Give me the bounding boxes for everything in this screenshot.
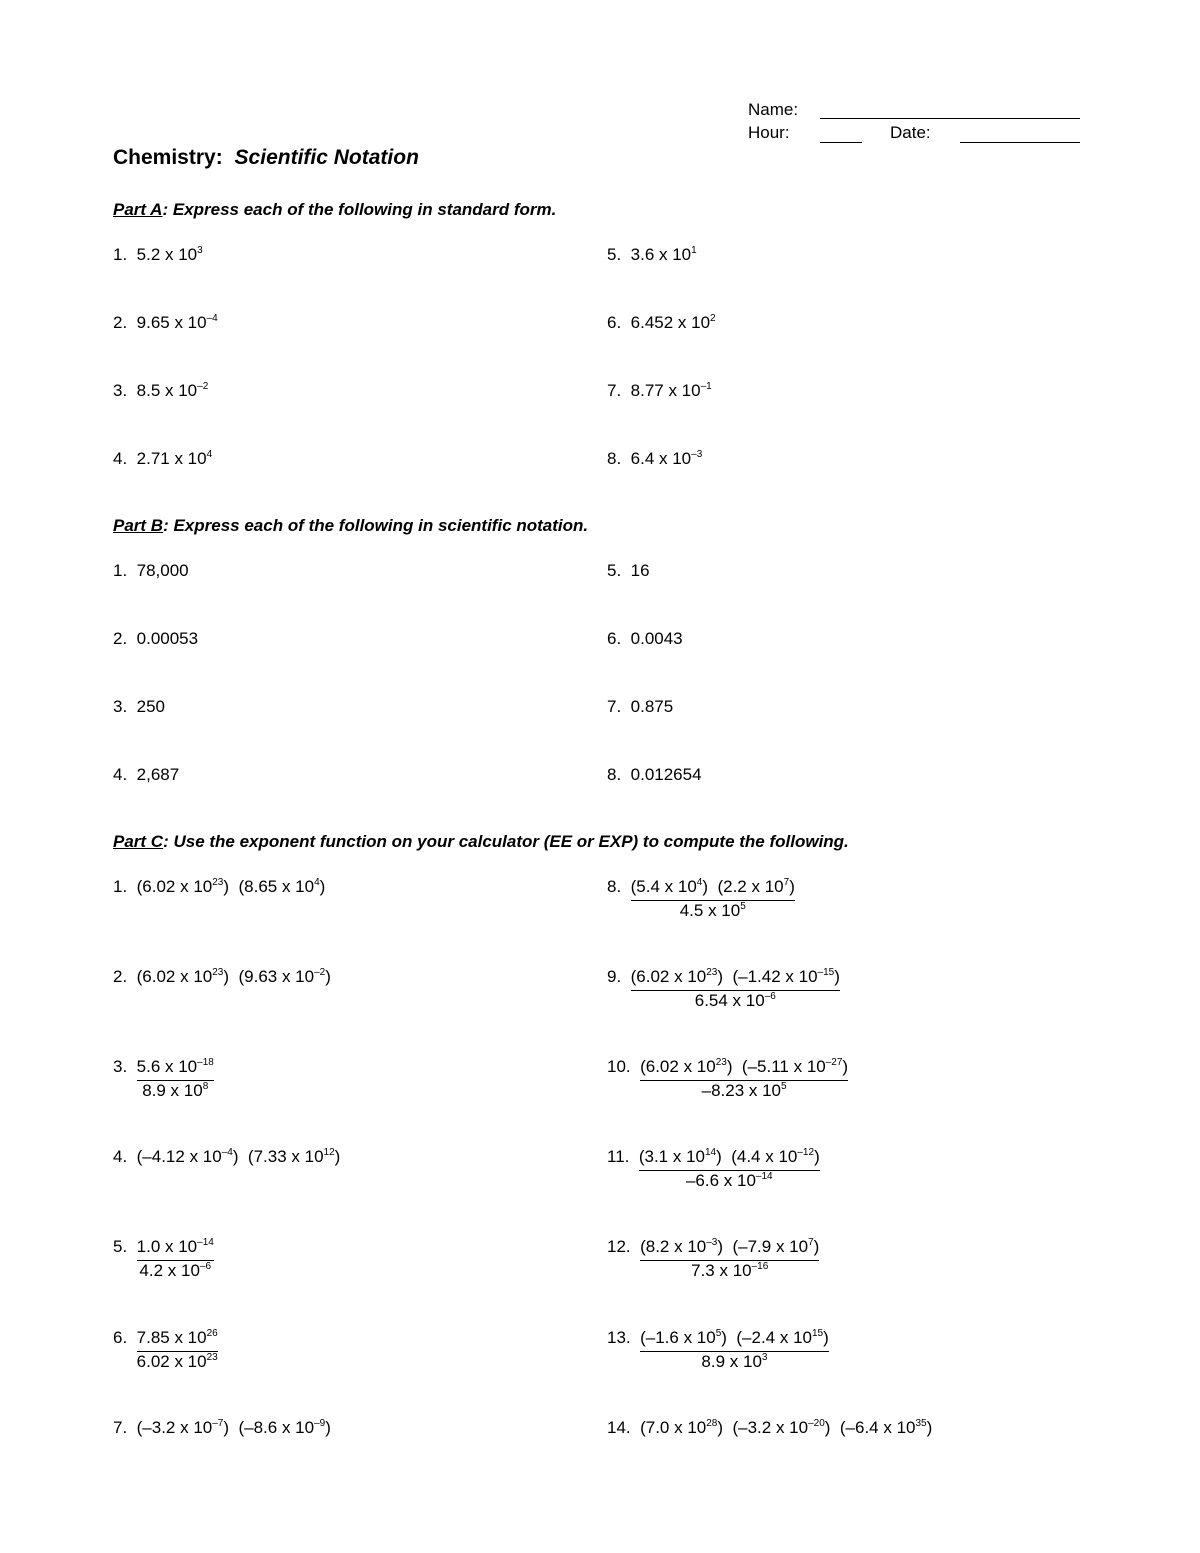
list-item xyxy=(607,697,673,717)
exponent: –3 xyxy=(691,449,703,460)
item-number: 9. xyxy=(607,967,622,986)
exponent: 3 xyxy=(761,1352,768,1363)
exponent: 28 xyxy=(706,1418,718,1429)
title-topic: Scientific Notation xyxy=(234,146,419,169)
exponent: –6 xyxy=(199,1261,212,1272)
exponent: –2 xyxy=(197,381,209,392)
title-subject: Chemistry: xyxy=(113,146,223,169)
list-item xyxy=(607,381,712,401)
part-c-heading xyxy=(113,832,849,852)
exponent: –16 xyxy=(751,1261,769,1272)
expression xyxy=(137,877,326,897)
expression xyxy=(137,1147,341,1167)
fraction xyxy=(640,1237,819,1284)
part-b-instruction: : Express each of the following in scientific notation. xyxy=(163,516,589,535)
numerator: (6.02 x $10^{23}$) (–1.42 x $10^{-15}$) xyxy=(631,967,840,991)
list-item xyxy=(607,245,697,265)
denominator: 8.9 x $10^8$ xyxy=(142,1081,209,1100)
item-number: 10. xyxy=(607,1057,631,1076)
expression xyxy=(137,967,331,987)
item-number: 2. xyxy=(113,629,128,648)
part-a-instruction: : Express each of the following in standard form. xyxy=(162,200,557,219)
numerator: (8.2 x $10^{-3}$) (–7.9 x $10^7$) xyxy=(640,1237,819,1261)
item-number: 7. xyxy=(113,1418,128,1437)
exponent: –14 xyxy=(755,1171,773,1182)
exponent: 5 xyxy=(781,1081,787,1092)
list-item xyxy=(607,449,702,469)
exponent: –12 xyxy=(797,1147,815,1158)
list-item xyxy=(113,449,212,469)
denominator: 6.02 x $10^{23}$ xyxy=(136,1352,218,1371)
item-number: 4. xyxy=(113,765,128,784)
exponent: –14 xyxy=(197,1237,214,1248)
numerator: (3.1 x $10^{14}$) (4.4 x $10^{-12}$) xyxy=(639,1147,820,1171)
exponent: –18 xyxy=(197,1057,214,1068)
list-item xyxy=(113,561,189,581)
exponent: –4 xyxy=(206,313,218,324)
product: (6.02 x $10^{23}$) (8.65 x $10^4$) xyxy=(136,877,326,896)
numerator: 5.6 x $10^{-18}$ xyxy=(137,1057,214,1081)
numerator: 1.0 x $10^{-14}$ xyxy=(137,1237,214,1261)
hour-label: Hour: xyxy=(748,123,790,142)
exponent: 7 xyxy=(808,1237,814,1248)
list-item xyxy=(607,1418,932,1438)
product: (6.02 x $10^{23}$) (9.63 x $10^{-2}$) xyxy=(136,967,331,986)
item-number: 12. xyxy=(607,1237,631,1256)
exponent: 7 xyxy=(783,877,790,888)
part-b-label: Part B xyxy=(113,516,164,535)
list-item xyxy=(113,1418,331,1438)
denominator: –8.23 x $10^5$ xyxy=(701,1081,787,1100)
item-number: 6. xyxy=(607,629,622,648)
item-number: 8. xyxy=(607,765,622,784)
mantissa: 8.77 x 10 xyxy=(630,381,701,400)
hour-field[interactable] xyxy=(820,142,862,143)
mantissa: 6.452 x 10 xyxy=(630,313,711,332)
exponent: 4 xyxy=(314,877,320,888)
list-item xyxy=(113,967,331,987)
numerator: (6.02 x $10^{23}$) (–5.11 x $10^{-27}$) xyxy=(640,1057,848,1081)
list-item xyxy=(113,1147,340,1167)
product: (–3.2 x $10^{-7}$) (–8.6 x $10^{-9}$) xyxy=(136,1418,331,1437)
item-number: 5. xyxy=(607,561,622,580)
mantissa: 3.6 x 10 xyxy=(630,245,692,264)
list-item xyxy=(113,877,325,897)
fraction xyxy=(640,1057,848,1104)
exponent: 26 xyxy=(206,1328,218,1339)
list-item xyxy=(607,1328,829,1375)
name-label: Name: xyxy=(748,100,799,119)
item-number: 5. xyxy=(113,1237,128,1256)
name-field[interactable] xyxy=(820,118,1080,119)
item-number: 11. xyxy=(607,1147,630,1166)
item-number: 8. xyxy=(607,877,622,896)
item-number: 5. xyxy=(607,245,622,264)
mantissa: 2.71 x 10 xyxy=(136,449,207,468)
item-value: 0.875 xyxy=(630,697,674,716)
part-c-instruction: : Use the exponent function on your calculator (EE or EXP) to compute the following. xyxy=(163,832,849,851)
list-item xyxy=(607,1237,819,1284)
list-item xyxy=(607,877,795,924)
expression xyxy=(137,1418,331,1438)
list-item xyxy=(607,561,650,581)
mantissa: 6.4 x 10 xyxy=(630,449,692,468)
exponent: 4 xyxy=(696,877,703,888)
part-b-heading xyxy=(113,516,588,536)
fraction xyxy=(631,877,795,924)
fraction xyxy=(137,1237,214,1284)
item-number: 6. xyxy=(607,313,622,332)
list-item xyxy=(607,967,840,1014)
list-item xyxy=(607,1057,848,1104)
list-item xyxy=(113,765,179,785)
list-item xyxy=(113,381,208,401)
exponent: 4 xyxy=(206,449,213,460)
exponent: 5 xyxy=(715,1328,722,1339)
exponent: 23 xyxy=(206,1352,218,1363)
item-value: 0.0043 xyxy=(630,629,683,648)
exponent: 5 xyxy=(740,901,746,912)
date-label: Date: xyxy=(890,123,931,142)
fraction xyxy=(137,1328,218,1375)
list-item xyxy=(113,1237,214,1284)
list-item xyxy=(607,1147,820,1194)
exponent: –6 xyxy=(764,991,776,1002)
denominator: 7.3 x $10^{-16}$ xyxy=(691,1261,769,1280)
numerator: 7.85 x $10^{26}$ xyxy=(137,1328,218,1352)
exponent: 15 xyxy=(811,1328,824,1339)
item-number: 7. xyxy=(607,697,622,716)
item-value: 0.012654 xyxy=(630,765,702,784)
fraction xyxy=(137,1057,214,1104)
list-item xyxy=(607,765,702,785)
item-number: 2. xyxy=(113,313,128,332)
item-value: 2,687 xyxy=(136,765,180,784)
part-a-heading xyxy=(113,200,556,220)
item-number: 4. xyxy=(113,1147,128,1166)
list-item xyxy=(113,313,218,333)
exponent: 23 xyxy=(212,967,224,978)
denominator: 8.9 x $10^3$ xyxy=(701,1352,768,1371)
part-a-label: Part A xyxy=(113,200,163,219)
exponent: 12 xyxy=(323,1147,335,1158)
numerator: (–1.6 x $10^5$) (–2.4 x $10^{15}$) xyxy=(640,1328,829,1352)
exponent: –27 xyxy=(825,1057,843,1068)
denominator: 6.54 x $10^{-6}$ xyxy=(694,991,776,1010)
exponent: 2 xyxy=(710,313,716,324)
item-number: 3. xyxy=(113,381,128,400)
item-value: 250 xyxy=(136,697,166,716)
item-number: 1. xyxy=(113,245,128,264)
item-number: 1. xyxy=(113,877,128,896)
exponent: 14 xyxy=(704,1147,717,1158)
exponent: –2 xyxy=(314,967,326,978)
exponent: 3 xyxy=(197,245,203,256)
exponent: 1 xyxy=(691,245,697,256)
exponent: –3 xyxy=(706,1237,718,1248)
denominator: –6.6 x $10^{-14}$ xyxy=(685,1171,773,1190)
mantissa: 8.5 x 10 xyxy=(136,381,198,400)
exponent: 23 xyxy=(715,1057,727,1068)
list-item xyxy=(607,629,683,649)
mantissa: 5.2 x 10 xyxy=(136,245,198,264)
item-number: 13. xyxy=(607,1328,631,1347)
exponent: –9 xyxy=(314,1418,326,1429)
numerator: (5.4 x $10^4$) (2.2 x $10^7$) xyxy=(631,877,795,901)
part-c-label: Part C xyxy=(113,832,164,851)
product: (7.0 x $10^{28}$) (–3.2 x $10^{-20}$) (–6.4 x $10^{35}$) xyxy=(640,1418,933,1437)
list-item xyxy=(113,1057,214,1104)
exponent: 8 xyxy=(202,1081,209,1092)
list-item xyxy=(113,697,165,717)
item-number: 4. xyxy=(113,449,128,468)
item-number: 3. xyxy=(113,1057,128,1076)
list-item xyxy=(113,629,198,649)
exponent: 35 xyxy=(915,1418,927,1429)
item-number: 8. xyxy=(607,449,622,468)
fraction xyxy=(639,1147,820,1194)
product: (–4.12 x $10^{-4}$) (7.33 x $10^{12}$) xyxy=(136,1147,341,1166)
item-number: 1. xyxy=(113,561,128,580)
date-field[interactable] xyxy=(960,142,1080,143)
exponent: 23 xyxy=(706,967,718,978)
list-item xyxy=(113,245,203,265)
page-title xyxy=(113,146,419,170)
list-item xyxy=(607,313,716,333)
item-number: 14. xyxy=(607,1418,631,1437)
exponent: –1 xyxy=(700,381,712,392)
item-value: 16 xyxy=(630,561,650,580)
exponent: –15 xyxy=(817,967,835,978)
item-number: 7. xyxy=(607,381,622,400)
expression xyxy=(640,1418,932,1438)
item-value: 78,000 xyxy=(136,561,189,580)
denominator: 4.5 x $10^5$ xyxy=(679,901,746,920)
item-value: 0.00053 xyxy=(136,629,199,648)
exponent: –7 xyxy=(212,1418,224,1429)
item-number: 2. xyxy=(113,967,128,986)
exponent: –4 xyxy=(221,1147,233,1158)
item-number: 6. xyxy=(113,1328,128,1347)
fraction xyxy=(640,1328,829,1375)
fraction xyxy=(631,967,840,1014)
list-item xyxy=(113,1328,218,1375)
exponent: 23 xyxy=(212,877,224,888)
item-number: 3. xyxy=(113,697,128,716)
mantissa: 9.65 x 10 xyxy=(136,313,207,332)
exponent: –20 xyxy=(808,1418,825,1429)
denominator: 4.2 x $10^{-6}$ xyxy=(139,1261,212,1280)
